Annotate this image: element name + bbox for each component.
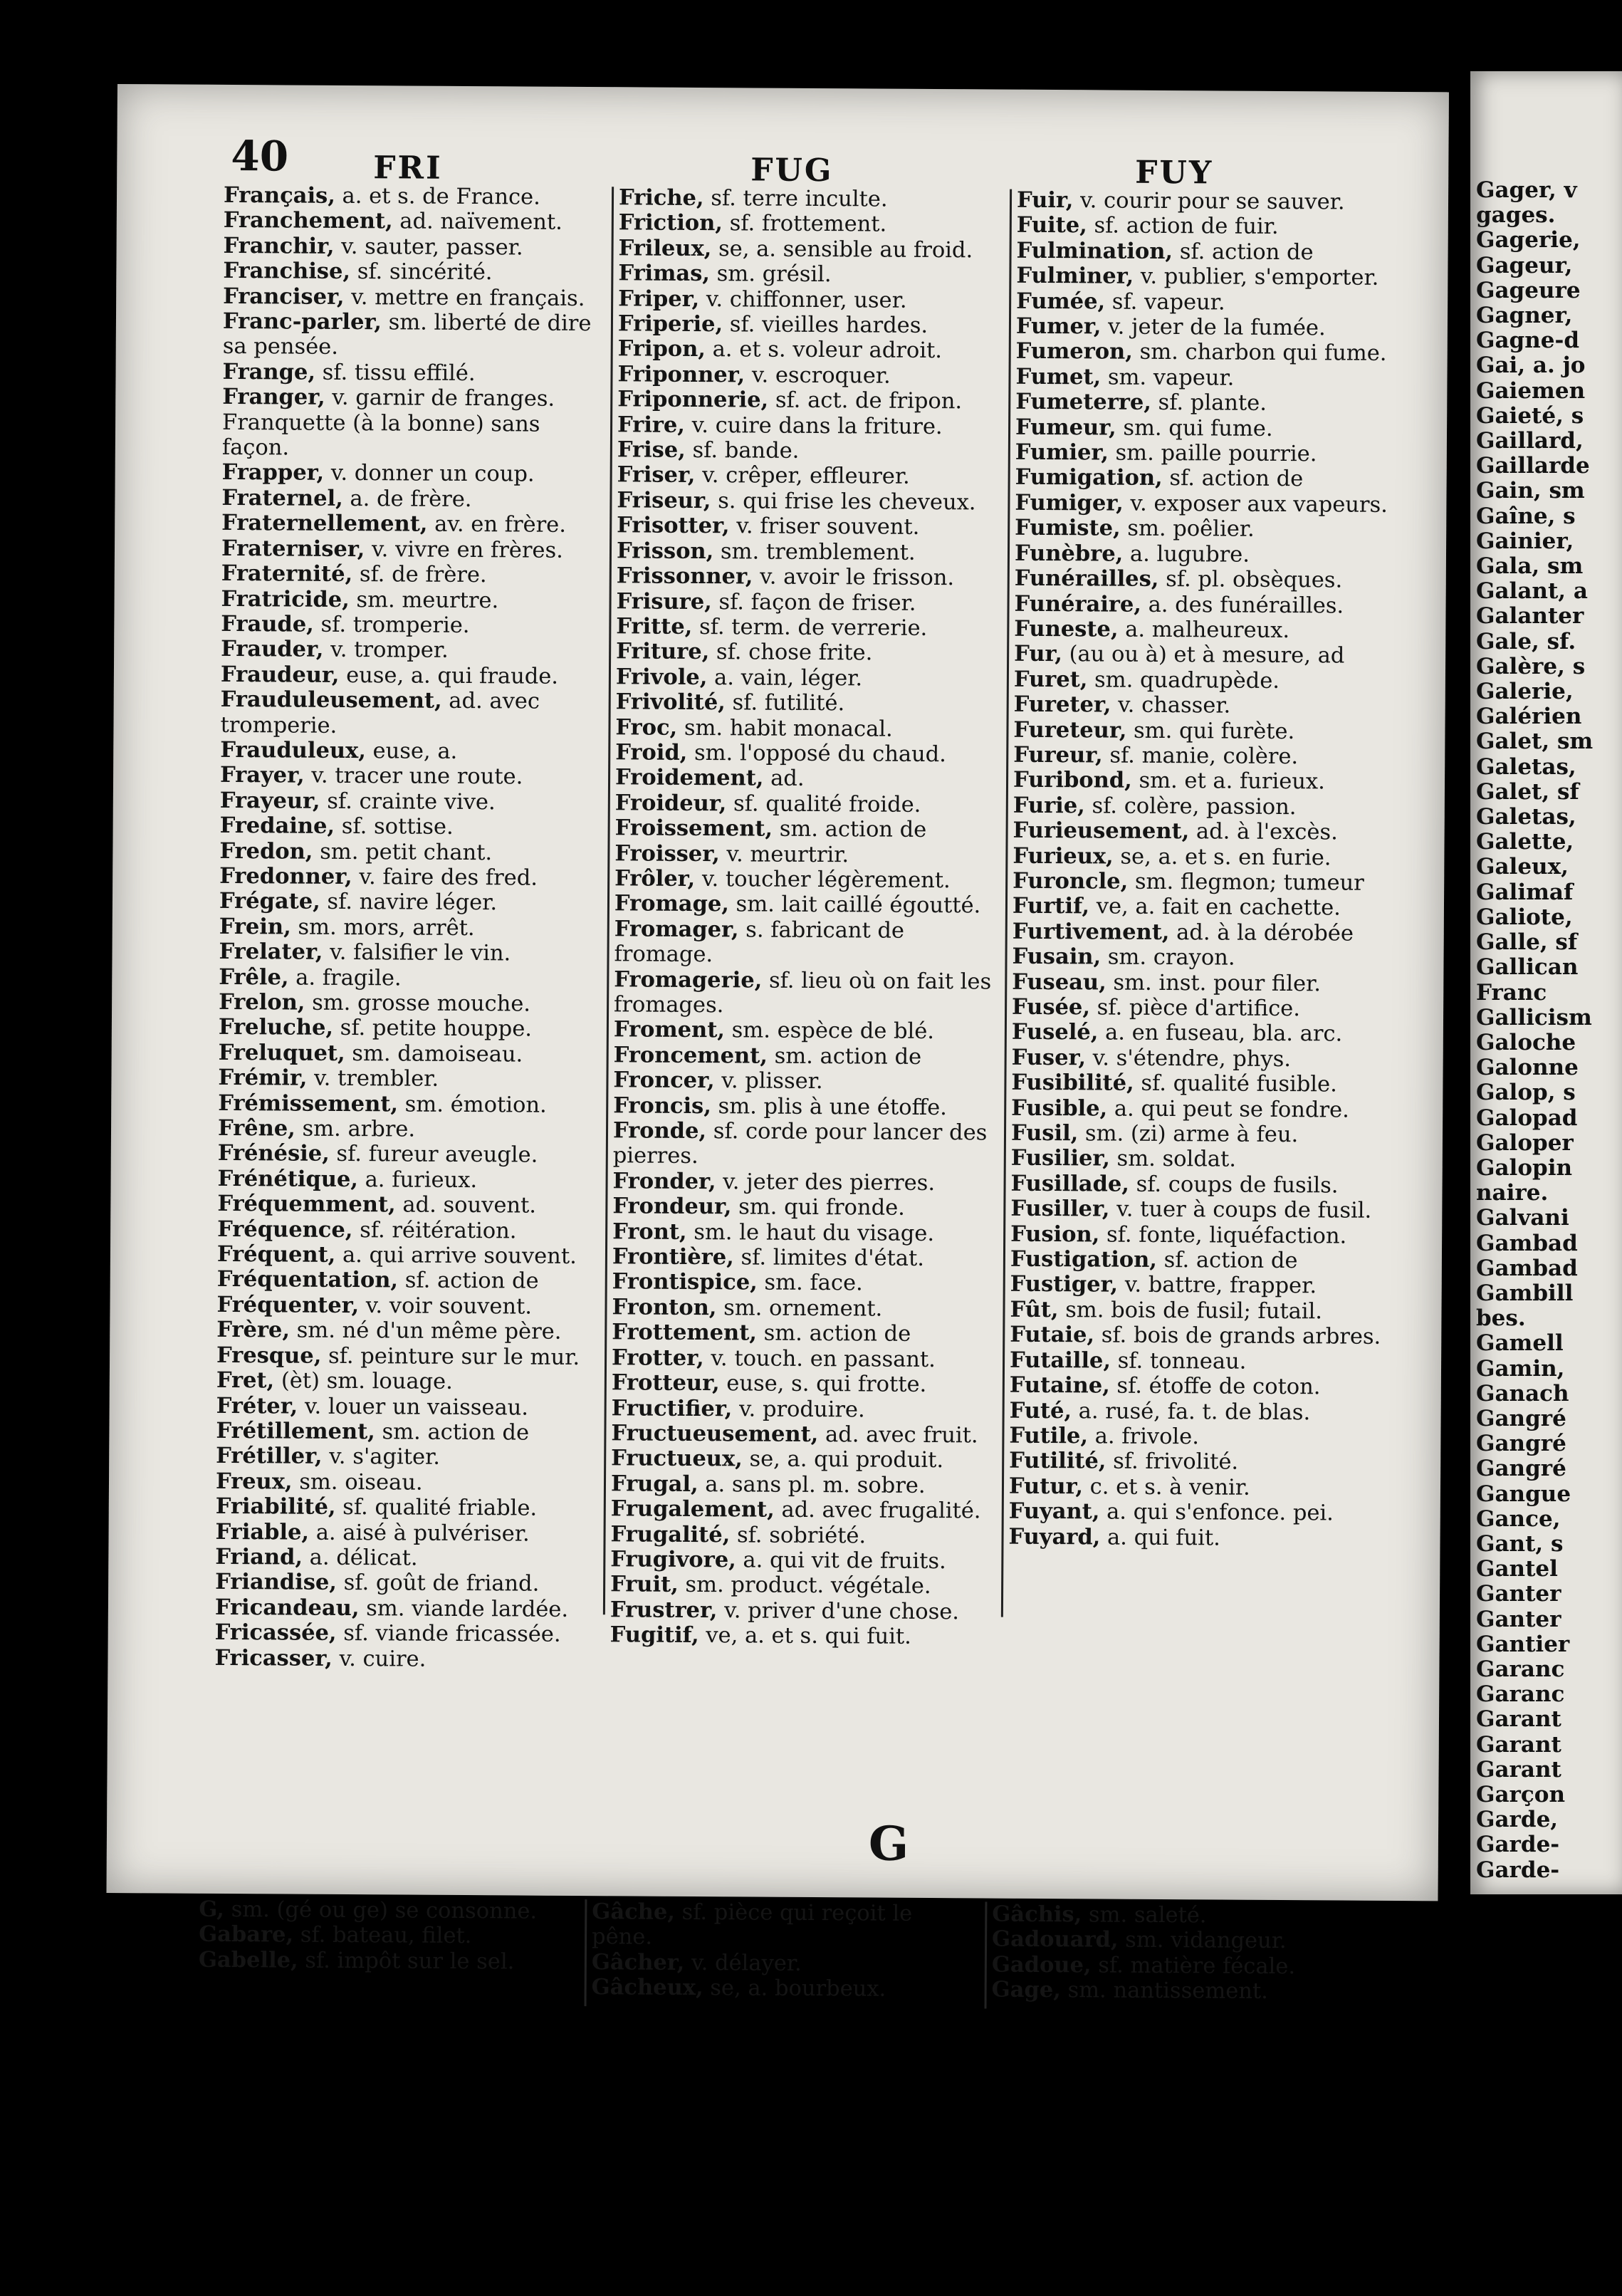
dictionary-entry: Frustrer, v. priver d'une chose. [609,1597,960,1625]
dictionary-entry: Fraternellement, av. en frère. [221,510,567,538]
dictionary-entry: Freux, sm. oiseau. [215,1468,423,1496]
dictionary-entry: Franchise, sf. sincérité. [223,258,493,286]
dictionary-entry: Frauder, v. tromper. [221,636,449,664]
dictionary-entry: Friseur, s. qui frise les cheveux. [617,487,976,516]
dictionary-entry: Fuyard, a. qui fuit. [1008,1523,1220,1551]
adjacent-page-line: Gainier, [1476,528,1574,554]
adjacent-page-line: Galonne [1476,1055,1579,1081]
dictionary-entry: Fronde, sf. corde pour lancer des pierres. [612,1117,988,1169]
dictionary-entry: Friabilité, sf. qualité friable. [215,1493,538,1521]
dictionary-entry: Front, sm. le haut du visage. [612,1218,935,1246]
dictionary-entry: Furieux, se, a. et s. en furie. [1013,842,1331,870]
dictionary-entry: Fustigation, sf. action de [1010,1246,1298,1274]
dictionary-entry: Fumeron, sm. charbon qui fume. [1015,338,1387,367]
dictionary-entry: Fréquemment, ad. souvent. [217,1191,537,1219]
dictionary-entry: Fulminer, v. publier, s'emporter. [1016,262,1379,291]
adjacent-page-line: Galle, sf [1476,929,1578,956]
adjacent-page-line: Gangré [1476,1431,1566,1457]
dictionary-entry: Futé, a. rusé, fa. t. de blas. [1009,1397,1311,1425]
adjacent-page-line: naire. [1476,1180,1549,1206]
dictionary-entry: Frétillement, sm. action de [216,1417,530,1446]
adjacent-page-line: Garçon [1476,1782,1565,1807]
adjacent-page-line: Garde- [1476,1857,1560,1883]
dictionary-entry: Fricassée, sf. viande fricassée. [214,1619,561,1647]
dictionary-entry: Fumeterre, sf. plante. [1015,388,1267,417]
dictionary-entry: Fronton, sm. ornement. [612,1294,883,1322]
adjacent-page-line: Gagerie, [1476,227,1581,254]
dictionary-entry: Fur, (au ou à) et à mesure, ad [1014,641,1345,669]
dictionary-entry: Fructueux, se, a. qui produit. [611,1445,944,1473]
dictionary-entry: Frotteur, euse, s. qui frotte. [611,1369,927,1398]
dictionary-entry: Futur, c. et s. à venir. [1008,1473,1250,1501]
dictionary-entry: Frugalement, ad. avec frugalité. [610,1496,981,1524]
dictionary-entry: Frimas, sm. grésil. [618,260,832,288]
dictionary-entry: Frêne, sm. arbre. [217,1115,416,1142]
page-header [117,105,1448,192]
dictionary-entry: Fronder, v. jeter des pierres. [612,1168,936,1196]
adjacent-page-line: Gangue [1476,1481,1571,1507]
dictionary-entry: Fureteur, sm. qui furète. [1013,716,1295,744]
dictionary-entry: Frauduleux, euse, a. [220,736,458,764]
dictionary-entry: G, sm. (gé ou ge) se consonne. [199,1896,538,1924]
dictionary-entry: Franchement, ad. naïvement. [223,207,563,236]
dictionary-entry: Fusiller, v. tuer à coups de fusil. [1010,1195,1372,1224]
adjacent-page-line: Gallicism [1476,1004,1592,1030]
dictionary-entry: Fugitif, ve, a. et s. qui fuit. [609,1622,912,1650]
dictionary-entry: Friche, sf. terre inculte. [618,184,888,212]
dictionary-entry: Furie, sf. colère, passion. [1013,792,1297,820]
g-entry-column-3 [992,1902,1377,2005]
dictionary-entry: Froisser, v. meurtrir. [614,840,849,867]
adjacent-page-line: Galanter [1476,603,1584,630]
dictionary-entry: Frégate, sf. navire léger. [219,888,498,916]
adjacent-page-fragment [1470,71,1622,1894]
dictionary-entry: Fusillade, sf. coups de fusils. [1010,1170,1339,1199]
adjacent-page-line: Gamin, [1476,1355,1565,1382]
dictionary-entry: Frise, sf. bande. [617,437,800,464]
dictionary-entry: Frauduleusement, ad. avec tromperie. [220,687,540,739]
dictionary-entry: Franger, v. garnir de franges. [222,384,555,412]
dictionary-entry: Fritte, sf. term. de verrerie. [616,613,928,641]
adjacent-page-lines [1470,71,1622,1883]
dictionary-entry: Gâcheux, se, a. bourbeux. [591,1974,886,2002]
dictionary-entry: Gadouard, sm. vidangeur. [992,1926,1287,1954]
dictionary-entry: Fuser, v. s'étendre, phys. [1011,1044,1292,1072]
dictionary-entry: Frénétique, a. furieux. [217,1165,478,1193]
dictionary-entry: Fréquence, sf. réitération. [217,1216,517,1244]
adjacent-page-line: Ganter [1476,1581,1561,1607]
dictionary-entry: Furieusement, ad. à l'excès. [1013,817,1338,845]
dictionary-entry: Frapper, v. donner un coup. [221,459,535,488]
guide-word-right: FUY [1135,154,1214,192]
dictionary-entry: Fumigation, sf. action de [1015,464,1304,492]
dictionary-entry: Frugivore, a. qui vit de fruits. [610,1546,946,1575]
dictionary-entry: Fret, (èt) sm. louage. [216,1367,453,1395]
dictionary-entry: Frétiller, v. s'agiter. [216,1443,441,1471]
dictionary-entry: Fusée, sf. pièce d'artifice. [1011,993,1301,1022]
dictionary-entry: Frire, v. cuire dans la friture. [617,411,943,439]
adjacent-page-line: Gant, s [1476,1530,1564,1557]
adjacent-page-line: Gaillarde [1476,453,1590,479]
adjacent-page-line: Garde- [1476,1832,1560,1858]
dictionary-page [106,84,1448,2005]
dictionary-entry: Fredon, sm. petit chant. [219,837,493,865]
entry-column-2 [610,185,1004,1650]
dictionary-entry: Froment, sm. espèce de blé. [613,1016,935,1045]
dictionary-entry: Fusibilité, sf. qualité fusible. [1011,1069,1337,1097]
dictionary-entry: Frisson, sm. tremblement. [616,537,916,565]
dictionary-entry: Frayer, v. tracer une route. [219,762,523,790]
adjacent-page-line: Gambad [1476,1230,1578,1256]
adjacent-page-line: Gale, sf. [1476,628,1576,654]
dictionary-entry: Fricasser, v. cuire. [214,1644,427,1672]
adjacent-page-line: Galoper [1476,1129,1574,1156]
dictionary-entry: Freluche, sf. petite houppe. [218,1014,533,1042]
dictionary-entry: Fumier, sm. paille pourrie. [1015,439,1317,467]
dictionary-entry: Fumeur, sm. qui fume. [1015,414,1273,442]
adjacent-page-line: Galère, s [1476,653,1586,679]
dictionary-entry: Fructifier, v. produire. [611,1394,865,1422]
dictionary-entry: Furtivement, ad. à la dérobée [1012,918,1354,946]
dictionary-entry: Fusilier, sm. soldat. [1010,1145,1237,1173]
dictionary-entry: Frontispice, sm. face. [612,1268,863,1296]
dictionary-entry: Friandise, sf. goût de friand. [215,1569,540,1597]
dictionary-entry: Fromagerie, sf. lieu où on fait les fromages. [614,966,992,1018]
dictionary-entry: Froncement, sm. action de [613,1042,922,1070]
dictionary-entry: Friponner, v. escroquer. [617,361,891,389]
dictionary-entry: Fricandeau, sm. viande lardée. [214,1594,569,1622]
dictionary-entry: Funeste, a. malheureux. [1014,615,1290,643]
dictionary-entry: Fripon, a. et s. voleur adroit. [617,335,943,364]
dictionary-entry: Frêle, a. fragile. [219,964,402,991]
dictionary-entry: Froid, sm. l'opposé du chaud. [615,739,947,768]
dictionary-entry: Frugalité, sf. sobriété. [610,1520,867,1548]
adjacent-page-line: Galet, sm [1476,729,1594,755]
adjacent-page-line: Galopin [1476,1154,1573,1181]
dictionary-entry: Frein, sm. mors, arrêt. [219,913,475,941]
dictionary-entry: Fulmination, sf. action de [1016,237,1314,266]
adjacent-page-line: Galetas, [1476,804,1576,830]
dictionary-entry: Gabelle, sf. impôt sur le sel. [198,1946,515,1975]
dictionary-entry: Fumet, sm. vapeur. [1015,363,1235,391]
dictionary-entry: Fuyant, a. qui s'enfonce. pei. [1008,1498,1334,1526]
dictionary-entry: Furet, sm. quadrupède. [1013,666,1280,694]
dictionary-entry: Fuselé, a. en fuseau, bla. arc. [1011,1019,1343,1047]
dictionary-entry: Frontière, sf. limites d'état. [612,1243,925,1272]
dictionary-entry: Frémissement, sm. émotion. [218,1090,547,1118]
dictionary-entry: Frottement, sm. action de [612,1319,911,1347]
entry-column-3 [1008,188,1401,1552]
dictionary-entry: Friable, a. aisé à pulvériser. [215,1518,530,1547]
adjacent-page-line: Gaîne, s [1476,503,1576,529]
dictionary-entry: Fructueusement, ad. avec fruit. [611,1420,978,1449]
adjacent-page-line: Gageur, [1476,252,1573,278]
column-divider [985,1901,988,2008]
dictionary-entry: Frange, sf. tissu effilé. [222,358,476,386]
dictionary-entry: Froncer, v. plisser. [613,1067,823,1095]
adjacent-page-line: bes. [1476,1305,1526,1332]
adjacent-page-line: Galimaf [1476,879,1574,905]
dictionary-entry: Frugal, a. sans pl. m. sobre. [610,1470,926,1498]
dictionary-entry: Franquette (à la bonne) sans façon. [221,409,540,461]
dictionary-entry: Frelon, sm. grosse mouche. [219,988,531,1017]
dictionary-entry: Funèbre, a. lugubre. [1014,540,1250,568]
adjacent-page-line: Garant [1476,1731,1561,1758]
dictionary-entry: Frère, sm. né d'un même père. [216,1317,562,1345]
dictionary-entry: Franciser, v. mettre en français. [223,283,585,311]
adjacent-page-line: Gagner, [1476,303,1573,329]
adjacent-page-line: Garant [1476,1706,1561,1733]
dictionary-entry: Frisotter, v. friser souvent. [617,512,920,541]
dictionary-entry: Funérailles, sf. pl. obsèques. [1014,565,1343,593]
adjacent-page-line: Garant [1476,1756,1561,1783]
dictionary-entry: Fraternel, a. de frère. [221,484,472,512]
dictionary-entry: Froissement, sm. action de [614,815,927,843]
g-entry-column-2 [592,1899,977,2003]
dictionary-entry: Fraude, sf. tromperie. [221,610,470,638]
dictionary-entry: Fumer, v. jeter de la fumée. [1015,313,1326,341]
page-number: 40 [231,131,289,181]
adjacent-page-line: Garanc [1476,1656,1565,1682]
dictionary-entry: Frissonner, v. avoir le frisson. [616,563,955,591]
dictionary-entry: Fredonner, v. faire des fred. [219,862,538,891]
adjacent-page-line: Galant, a [1476,578,1588,605]
adjacent-page-line: Gangré [1476,1405,1566,1431]
adjacent-page-line: Gamell [1476,1330,1564,1357]
adjacent-page-line: Gance, [1476,1506,1561,1532]
adjacent-page-line: Garanc [1476,1681,1565,1708]
adjacent-page-line: Ganter [1476,1606,1561,1632]
dictionary-entry: Fredaine, sf. sottise. [219,813,454,840]
dictionary-entry: Fresque, sf. peinture sur le mur. [216,1342,580,1370]
dictionary-entry: Frayeur, sf. crainte vive. [219,787,496,815]
adjacent-page-line: Gaieté, s [1476,402,1584,429]
dictionary-entry: Frivolité, sf. futilité. [615,689,845,716]
dictionary-entry: Français, a. et s. de France. [223,182,540,210]
adjacent-page-line: Galop, s [1476,1080,1576,1106]
dictionary-entry: Frondeur, sm. qui fronde. [612,1193,906,1221]
dictionary-entry: Futilité, sf. frivolité. [1009,1447,1239,1475]
dictionary-entry: Gâcher, v. délayer. [591,1948,802,1976]
adjacent-page-line: Galette, [1476,829,1574,855]
dictionary-entry: Froidement, ad. [614,764,805,792]
adjacent-page-line: Gai, a. jo [1476,353,1586,379]
adjacent-page-line: Gantier [1476,1631,1570,1657]
dictionary-entry: Fusain, sm. crayon. [1012,943,1235,971]
dictionary-entry: Furtif, ve, a. fait en cachette. [1012,893,1341,921]
dictionary-entry: Futaie, sf. bois de grands arbres. [1010,1321,1381,1350]
dictionary-entry: Fumiste, sm. poêlier. [1015,514,1255,543]
guide-word-left: FRI [373,150,443,187]
dictionary-entry: Fusion, sf. fonte, liquéfaction. [1010,1221,1347,1249]
dictionary-entry: Frôler, v. toucher légèrement. [614,865,951,894]
adjacent-page-line: Gambill [1476,1280,1574,1306]
dictionary-entry: Fuseau, sm. inst. pour filer. [1012,969,1322,996]
dictionary-entry: Fréter, v. louer un vaisseau. [216,1392,529,1421]
dictionary-entry: Friture, sf. chose frite. [616,638,873,666]
adjacent-page-line: Galet, sf [1476,778,1579,805]
dictionary-entry: Fuite, sf. action de fuir. [1016,212,1279,240]
dictionary-entry: Franchir, v. sauter, passer. [223,232,523,261]
dictionary-entry: Gâchis, sm. saleté. [992,1901,1207,1929]
dictionary-entry: Gabare, sf. bateau, filet. [199,1921,472,1949]
dictionary-entry: Furoncle, sm. flegmon; tumeur [1013,867,1364,896]
adjacent-page-line: Galvani [1476,1205,1569,1231]
dictionary-entry: Fraudeur, euse, a. qui fraude. [220,661,559,689]
dictionary-entry: Fréquenter, v. voir souvent. [216,1291,533,1320]
adjacent-page-line: Galetas, [1476,753,1576,780]
dictionary-entry: Friponnerie, sf. act. de fripon. [617,386,963,414]
dictionary-entry: Futaille, sf. tonneau. [1009,1347,1247,1374]
dictionary-entry: Fureter, v. chasser. [1013,691,1231,719]
dictionary-entry: Franc-parler, sm. liberté de dire sa pensée. [222,308,592,360]
adjacent-page-line: Gallican [1476,954,1579,981]
dictionary-entry: Friction, sf. frottement. [618,209,887,238]
adjacent-page-line: Gaiemen [1476,377,1586,404]
dictionary-entry: Gadoue, sf. matière fécale. [991,1951,1296,1979]
dictionary-entry: Friser, v. crêper, effleurer. [617,461,910,490]
adjacent-page-line: Gain, sm [1476,478,1585,504]
column-divider [585,1899,587,2006]
dictionary-entry: Friper, v. chiffonner, user. [618,285,907,313]
dictionary-entry: Fraternité, sf. de frère. [221,560,487,588]
adjacent-page-line: Franc [1476,979,1547,1006]
adjacent-page-line: Galérien [1476,704,1582,730]
dictionary-entry: Fumiger, v. exposer aux vapeurs. [1015,489,1388,518]
dictionary-entry: Funéraire, a. des funérailles. [1014,590,1344,619]
dictionary-entry: Futile, a. frivole. [1009,1422,1200,1450]
dictionary-entry: Gâche, sf. pièce qui reçoit le pêne. [592,1899,913,1951]
adjacent-page-line: Gagne-d [1476,328,1580,354]
dictionary-entry: Fruit, sm. product. végétale. [610,1571,931,1600]
dictionary-entry: Fustiger, v. battre, frapper. [1010,1271,1317,1299]
adjacent-page-line: Gambad [1476,1255,1578,1281]
dictionary-entry: Frileux, se, a. sensible au froid. [618,235,973,263]
dictionary-entry: Frisure, sf. façon de friser. [616,588,916,616]
dictionary-entry: Fréquent, a. qui arrive souvent. [216,1241,577,1270]
dictionary-entry: Fût, sm. bois de fusil; futail. [1010,1296,1323,1325]
adjacent-page-line: Gager, v [1476,177,1577,203]
section-letter: G [868,1815,909,1872]
dictionary-entry: Fromage, sm. lait caillé égoutté. [614,890,981,919]
dictionary-entry: Friand, a. délicat. [215,1543,418,1571]
dictionary-entry: Fréquentation, sf. action de [216,1266,539,1295]
guide-word-center: FUG [750,152,834,189]
adjacent-page-line: Gaillard, [1476,428,1584,454]
adjacent-page-line: Galiote, [1476,904,1573,930]
adjacent-page-line: Galoche [1476,1029,1576,1055]
dictionary-entry: Gage, sm. nantissement. [991,1976,1269,2005]
adjacent-page-line: Ganach [1476,1380,1569,1407]
adjacent-page-line: Gala, sm [1476,553,1584,580]
dictionary-entry: Fratricide, sm. meurtre. [221,585,499,613]
dictionary-entry: Fuir, v. courir pour se sauver. [1016,187,1345,215]
adjacent-page-line: Galeux, [1476,854,1569,880]
adjacent-page-line: Gantel [1476,1556,1558,1582]
dictionary-entry: Friperie, sf. vieilles hardes. [617,311,928,338]
adjacent-page-line: Gangré [1476,1456,1566,1482]
dictionary-entry: Freluquet, sm. damoiseau. [218,1039,523,1068]
dictionary-entry: Fusil, sm. (zi) arme à feu. [1010,1120,1299,1148]
dictionary-entry: Furibond, sm. et a. furieux. [1013,767,1325,795]
adjacent-page-line: Garde, [1476,1807,1559,1833]
dictionary-entry: Frénésie, sf. fureur aveugle. [217,1140,538,1169]
dictionary-entry: Fumée, sf. vapeur. [1016,288,1225,315]
dictionary-entry: Frotter, v. touch. en passant. [611,1344,936,1372]
dictionary-entry: Frivole, a. vain, léger. [615,664,863,692]
dictionary-entry: Frelater, v. falsifier le vin. [219,939,511,966]
dictionary-entry: Froideur, sf. qualité froide. [614,790,921,818]
dictionary-entry: Froc, sm. habit monacal. [615,714,893,742]
g-entry-column-1 [199,1897,584,1976]
entry-column-1 [214,183,608,1673]
dictionary-entry: Futaine, sf. étoffe de coton. [1009,1372,1321,1400]
adjacent-page-line: Galerie, [1476,679,1574,705]
dictionary-entry: Froncis, sm. plis à une étoffe. [613,1092,948,1120]
dictionary-entry: Fraterniser, v. vivre en frères. [221,535,563,563]
adjacent-page-line: Galopad [1476,1105,1578,1131]
dictionary-entry: Frémir, v. trembler. [218,1065,439,1092]
dictionary-entry: Fromager, s. fabricant de fromage. [614,916,905,968]
dictionary-entry: Fusible, a. qui peut se fondre. [1011,1095,1349,1123]
adjacent-page-line: gages. [1476,202,1556,229]
adjacent-page-line: Gageure [1476,277,1581,303]
dictionary-entry: Fureur, sf. manie, colère. [1013,741,1299,770]
